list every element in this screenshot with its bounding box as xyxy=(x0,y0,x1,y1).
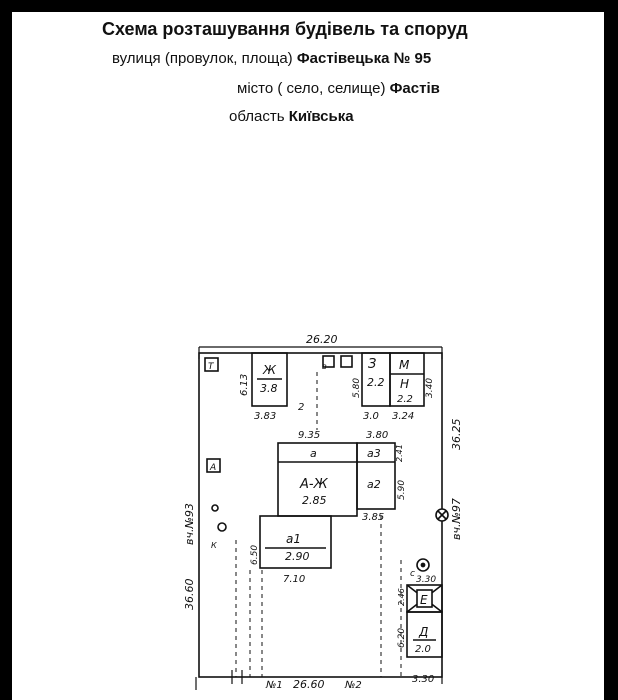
gate-label: Е xyxy=(420,593,428,607)
city-value: Фастів xyxy=(389,80,440,97)
ext-label: а1 xyxy=(286,532,301,546)
garage-height: 2.0 xyxy=(415,644,431,655)
house-side-right: 5.90 xyxy=(397,479,407,500)
street-value: Фастівецька № 95 xyxy=(296,50,432,67)
corner-t-label: Т xyxy=(208,362,214,372)
house-height: 2.85 xyxy=(302,494,327,507)
bottom-right-label: 3.30 xyxy=(412,674,435,685)
document-title: Схема розташування будівель та споруд xyxy=(102,19,468,39)
well-label: с xyxy=(410,569,415,579)
region-label: область xyxy=(229,108,285,125)
city-label: місто ( село, селище) xyxy=(237,80,386,97)
street-label: вулиця (провулок, площа) xyxy=(112,50,293,67)
shed-mn-width: 3.24 xyxy=(392,411,415,422)
small-box-2 xyxy=(341,356,352,367)
ext-side-label: 6.50 xyxy=(250,544,260,565)
right-neighbor-label: вч.№97 xyxy=(450,498,463,540)
house-label: А-Ж xyxy=(300,477,328,492)
shed-n-label: Н xyxy=(400,377,410,391)
shed-m-label: М xyxy=(399,358,410,372)
marker-a-label: А xyxy=(210,463,217,473)
gate-side-label: 2.46 xyxy=(397,588,406,606)
dim-2-label: 2 xyxy=(298,402,305,413)
shed-mn-side: 3.40 xyxy=(425,377,435,398)
tree-symbol xyxy=(218,523,226,531)
right-length-label: 36.25 xyxy=(450,418,463,450)
shed-mn-height: 2.2 xyxy=(397,394,413,405)
house-room-a2: а2 xyxy=(367,478,381,491)
shed-z-label: З xyxy=(368,357,377,372)
bottom-mark-1: №1 xyxy=(266,680,283,691)
house-room-a3: а3 xyxy=(367,447,381,460)
bottom-mark-2: №2 xyxy=(345,680,362,691)
mark-k-label: К xyxy=(211,541,217,550)
shed-zh-label: Ж xyxy=(263,363,276,377)
house-a3-width: 3.80 xyxy=(366,430,389,441)
bottom-width-label: 26.60 xyxy=(293,678,325,691)
garage-side-label: 6.20 xyxy=(397,627,407,648)
shed-z-width: 3.0 xyxy=(363,411,379,422)
mark-v-label: в xyxy=(322,362,327,371)
ext-width: 7.10 xyxy=(283,574,306,585)
shed-zh-side: 6.13 xyxy=(239,373,250,396)
gate-width-label: 3.30 xyxy=(416,575,437,585)
region-value: Київська xyxy=(288,108,354,125)
house-room-a: а xyxy=(310,447,317,460)
shed-z-side: 5.80 xyxy=(352,377,362,398)
garage-label: Д xyxy=(419,625,429,639)
shed-zh-width: 3.83 xyxy=(254,411,277,422)
house-a2-width: 3.85 xyxy=(362,512,385,523)
left-length-label: 36.60 xyxy=(183,578,196,610)
ext-height: 2.90 xyxy=(285,550,310,563)
house-side-small: 2.41 xyxy=(395,444,404,462)
shed-zh-height: 3.8 xyxy=(260,382,278,395)
left-neighbor-label: вч.№93 xyxy=(183,503,196,545)
house-top-label: 9.35 xyxy=(298,430,321,441)
top-width-label: 26.20 xyxy=(306,333,338,346)
shed-z-height: 2.2 xyxy=(367,376,385,389)
